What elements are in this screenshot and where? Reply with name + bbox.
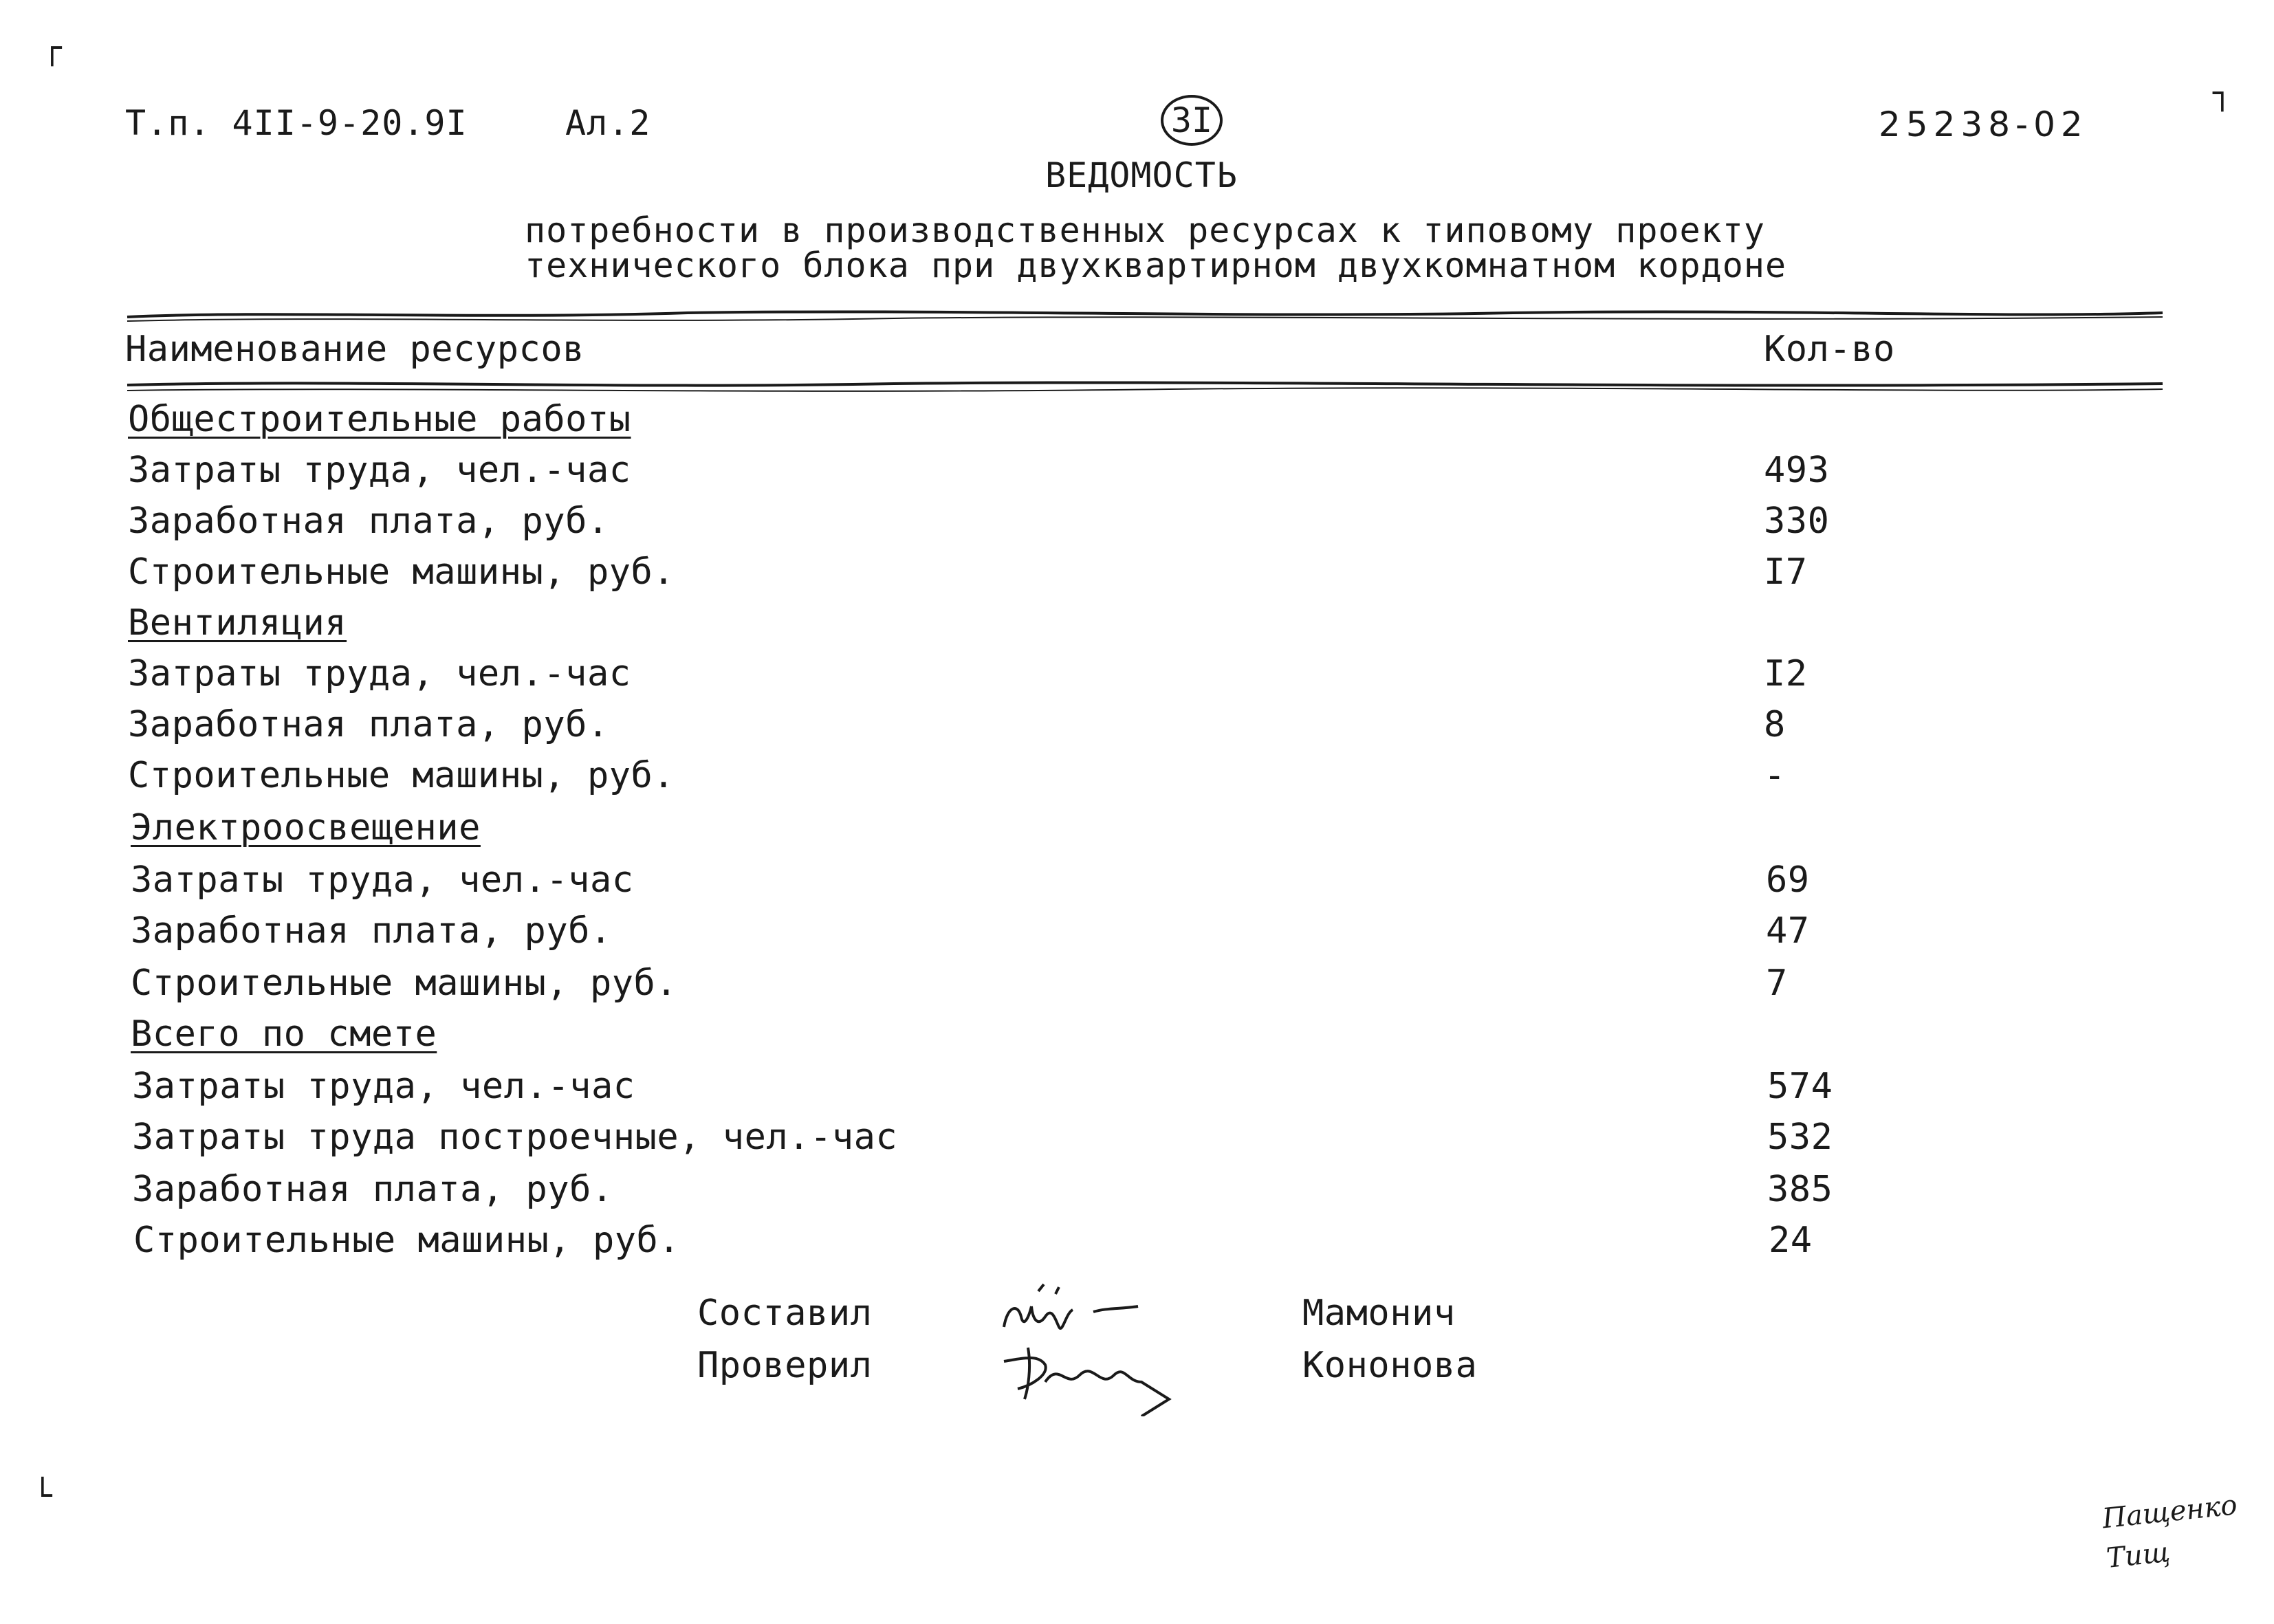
row-name: Затраты труда построечные, чел.-час bbox=[132, 1117, 898, 1158]
section-title-ventilation: Вентиляция bbox=[128, 602, 347, 644]
handwritten-note-line2: Тищ bbox=[2105, 1536, 2172, 1574]
corner-mark-top-left: ┌ bbox=[43, 29, 62, 66]
page-number: 3I bbox=[1170, 100, 1213, 140]
document-subtitle-line2: технического блока при двухквартирном двухкомнатном кордоне bbox=[525, 245, 1787, 285]
checked-by-label: Проверил bbox=[697, 1345, 873, 1386]
corner-mark-bottom-left: └ bbox=[33, 1477, 52, 1514]
row-name: Строительные машины, руб. bbox=[128, 755, 675, 796]
row-qty: 493 bbox=[1764, 450, 1830, 491]
album-label: Ал.2 bbox=[565, 103, 651, 143]
section-title-general-construction: Общестроительные работы bbox=[128, 399, 631, 440]
row-name: Заработная плата, руб. bbox=[128, 704, 609, 745]
row-qty: 69 bbox=[1766, 859, 1810, 901]
doc-number: 25238-02 bbox=[1879, 105, 2088, 144]
checked-by-name: Кононова bbox=[1302, 1345, 1478, 1386]
row-name: Строительные машины, руб. bbox=[128, 551, 675, 593]
column-header-qty: Кол-во bbox=[1764, 329, 1895, 370]
table-header-rule bbox=[0, 377, 2274, 397]
row-qty: 47 bbox=[1766, 910, 1810, 952]
column-header-name: Наименование ресурсов bbox=[125, 329, 584, 370]
row-qty: I7 bbox=[1764, 551, 1808, 593]
row-qty: 574 bbox=[1767, 1066, 1833, 1107]
row-qty: 532 bbox=[1767, 1117, 1833, 1158]
handwritten-note-line1: Пащенко bbox=[2101, 1489, 2239, 1535]
corner-mark-top-right: ┐ bbox=[2213, 74, 2232, 111]
row-name: Затраты труда, чел.-час bbox=[128, 450, 631, 491]
row-qty: 8 bbox=[1764, 704, 1786, 745]
row-name: Затраты труда, чел.-час bbox=[131, 859, 634, 901]
table-top-rule bbox=[0, 306, 2274, 327]
row-name: Затраты труда, чел.-час bbox=[128, 653, 631, 694]
row-qty: 330 bbox=[1764, 501, 1830, 542]
row-qty: 385 bbox=[1767, 1169, 1833, 1210]
row-qty: 24 bbox=[1769, 1220, 1813, 1261]
row-qty: I2 bbox=[1764, 653, 1808, 694]
section-title-estimate-total: Всего по смете bbox=[131, 1013, 437, 1055]
handwritten-note bbox=[2100, 1485, 2243, 1579]
signature-checked bbox=[990, 1334, 1196, 1416]
document-subtitle-line1: потребности в производственных ресурсах к типовому проекту bbox=[525, 210, 1765, 250]
project-ref: Т.п. 4II-9-20.9I bbox=[125, 103, 468, 143]
row-name: Заработная плата, руб. bbox=[128, 501, 609, 542]
compiled-by-label: Составил bbox=[697, 1293, 873, 1334]
signature-compiled bbox=[990, 1279, 1196, 1341]
document-title: ВЕДОМОСТЬ bbox=[1045, 155, 1238, 195]
row-name: Заработная плата, руб. bbox=[131, 910, 612, 952]
row-name: Затраты труда, чел.-час bbox=[132, 1066, 635, 1107]
row-name: Строительные машины, руб. bbox=[133, 1220, 681, 1261]
compiled-by-name: Мамонич bbox=[1302, 1293, 1456, 1334]
row-qty: 7 bbox=[1766, 963, 1788, 1004]
row-name: Заработная плата, руб. bbox=[132, 1169, 613, 1210]
section-title-electric-lighting: Электроосвещение bbox=[131, 807, 481, 848]
row-name: Строительные машины, руб. bbox=[131, 963, 678, 1004]
row-qty: - bbox=[1764, 755, 1786, 796]
page-number-circle bbox=[1161, 95, 1223, 146]
